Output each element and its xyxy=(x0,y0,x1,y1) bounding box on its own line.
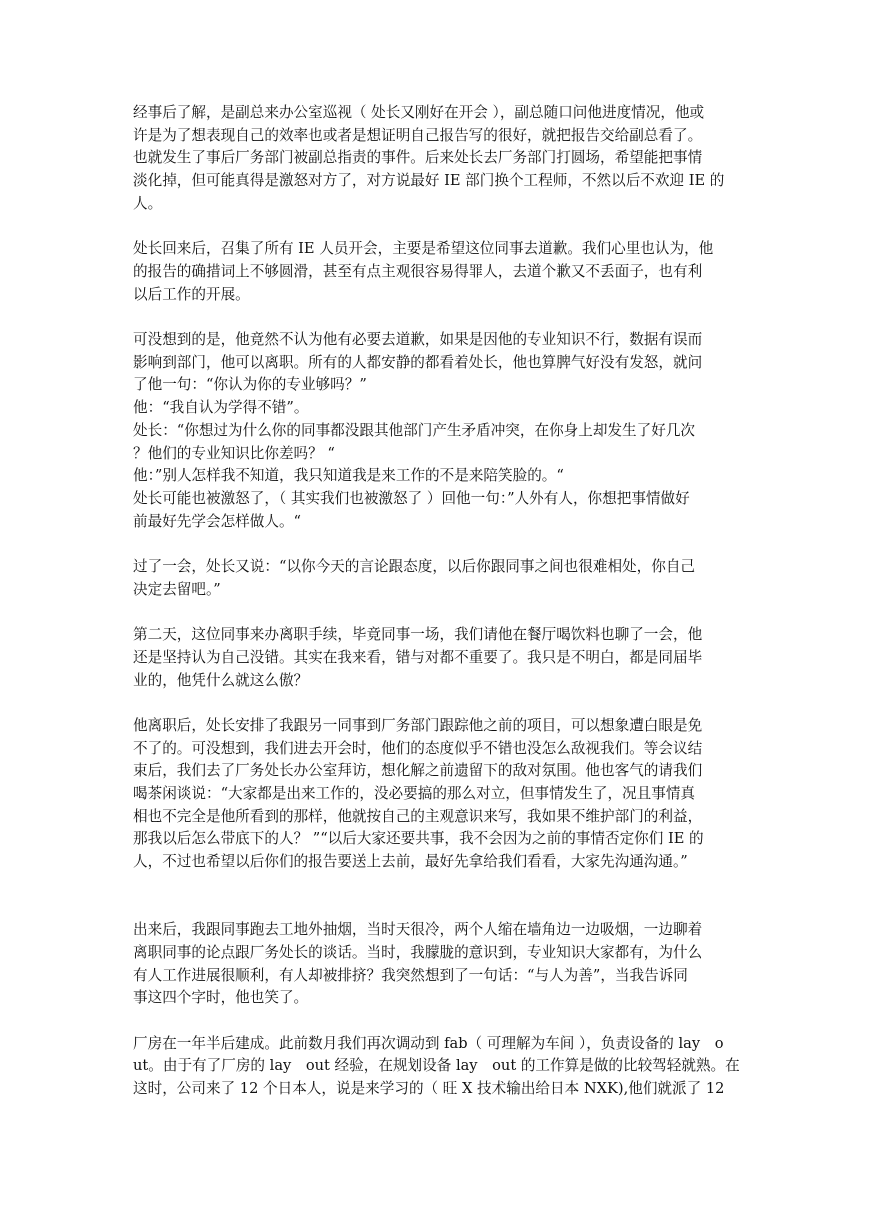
text-line: 许是为了想表现自己的效率也或者是想证明自己报告写的很好，就把报告交给副总看了。 xyxy=(133,126,703,144)
text-line: 的报告的确措词上不够圆滑，甚至有点主观很容易得罪人，去道个歉又不丢面子，也有利 xyxy=(133,262,703,280)
text-line: 相也不完全是他所看到的那样，他就按自己的主观意识来写，我如果不维护部门的利益， xyxy=(133,807,703,825)
text-line: 他：”别人怎样我不知道，我只知道我是来工作的不是来陪笑脸的。“ xyxy=(133,467,564,485)
text-line: 离职同事的论点跟厂务处长的谈话。当时，我朦胧的意识到，专业知识大家都有，为什么 xyxy=(133,943,703,961)
text-line: 人。 xyxy=(133,194,163,212)
text-line: 第二天，这位同事来办离职手续，毕竟同事一场，我们请他在餐厅喝饮料也聊了一会，他 xyxy=(133,626,703,644)
paragraph-1 xyxy=(133,102,753,216)
paragraph-8 xyxy=(133,1033,753,1101)
text-line: 厂房在一年半后建成。此前数月我们再次调动到 fab（ 可理解为车间 ），负责设备的 lay o xyxy=(133,1034,724,1052)
text-line: 以后工作的开展。 xyxy=(133,285,250,303)
text-line: 有人工作进展很顺利，有人却被排挤？我突然想到了一句话：“与人为善”，当我告诉同 xyxy=(133,966,688,984)
text-line: 还是坚持认为自己没错。其实在我来看，错与对都不重要了。我只是不明白，都是同届毕 xyxy=(133,648,703,666)
text-line: 他离职后，处长安排了我跟另一同事到厂务部门跟踪他之前的项目，可以想象遭白眼是免 xyxy=(133,716,703,734)
text-line: 束后，我们去了厂务处长办公室拜访，想化解之前遗留下的敌对氛围。他也客气的请我们 xyxy=(133,762,703,780)
text-line: 不了的。可没想到，我们进去开会时，他们的态度似乎不错也没怎么敌视我们。等会议结 xyxy=(133,739,703,757)
text-line: 这时，公司来了 12 个日本人，说是来学习的（ 旺 X 技术输出给日本 NXK),他们就派了 12 xyxy=(133,1080,725,1098)
paragraph-2 xyxy=(133,238,753,306)
text-line: 处长可能也被激怒了，（ 其实我们也被激怒了 ）回他一句：”人外有人，你想把事情做好 xyxy=(133,489,690,507)
text-line: 喝茶闲谈说：“大家都是出来工作的，没必要搞的那么对立，但事情发生了，况且事情真 xyxy=(133,785,696,803)
paragraph-5 xyxy=(133,624,753,692)
text-line: ？他们的专业知识比你差吗？ “ xyxy=(133,444,335,462)
text-line: 前最好先学会怎样做人。“ xyxy=(133,512,301,530)
text-line: 过了一会，处长又说：“以你今天的言论跟态度，以后你跟同事之间也很难相处，你自己 xyxy=(133,558,696,576)
text-line: 人，不过也希望以后你们的报告要送上去前，最好先拿给我们看看，大家先沟通沟通。” xyxy=(133,853,688,871)
text-line: ut。由于有了厂房的 lay out 经验，在规划设备 lay out 的工作算是做的比较驾轻就熟。在 xyxy=(133,1057,740,1075)
paragraph-7 xyxy=(133,919,753,1010)
text-line: 处长回来后，召集了所有 IE 人员开会，主要是希望这位同事去道歉。我们心里也认为，他 xyxy=(133,240,714,258)
text-line: 决定去留吧。” xyxy=(133,580,221,598)
paragraph-6 xyxy=(133,715,753,874)
text-line: 也就发生了事后厂务部门被副总指责的事件。后来处长去厂务部门打圆场，希望能把事情 xyxy=(133,149,703,167)
text-line: 他：“我自认为学得不错”。 xyxy=(133,399,309,417)
text-line: 事这四个字时，他也笑了。 xyxy=(133,989,309,1007)
text-line: 淡化掉，但可能真得是激怒对方了，对方说最好 IE 部门换个工程师，不然以后不欢迎 IE 的 xyxy=(133,172,725,190)
text-line: 了他一句：“你认为你的专业够吗？” xyxy=(133,376,367,394)
document-body xyxy=(133,102,753,1124)
text-line: 可没想到的是，他竟然不认为他有必要去道歉，如果是因他的专业知识不行，数据有误而 xyxy=(133,331,703,348)
text-line: 经事后了解，是副总来办公室巡视（ 处长又刚好在开会 ），副总随口问他进度情况，他或 xyxy=(133,104,705,121)
text-line: 出来后，我跟同事跑去工地外抽烟，当时天很冷，两个人缩在墙角边一边吸烟，一边聊着 xyxy=(133,921,703,939)
text-line: 业的，他凭什么就这么傲？ xyxy=(133,671,309,689)
paragraph-3 xyxy=(133,329,753,533)
text-line: 影响到部门，他可以离职。所有的人都安静的都看着处长，他也算脾气好没有发怒，就问 xyxy=(133,353,703,371)
text-line: 处长：“你想过为什么你的同事都没跟其他部门产生矛盾冲突，在你身上却发生了好几次 xyxy=(133,421,696,439)
text-line: 那我以后怎么带底下的人？ ”“以后大家还要共事，我不会因为之前的事情否定你们 IE 的 xyxy=(133,830,704,848)
paragraph-4 xyxy=(133,556,753,601)
